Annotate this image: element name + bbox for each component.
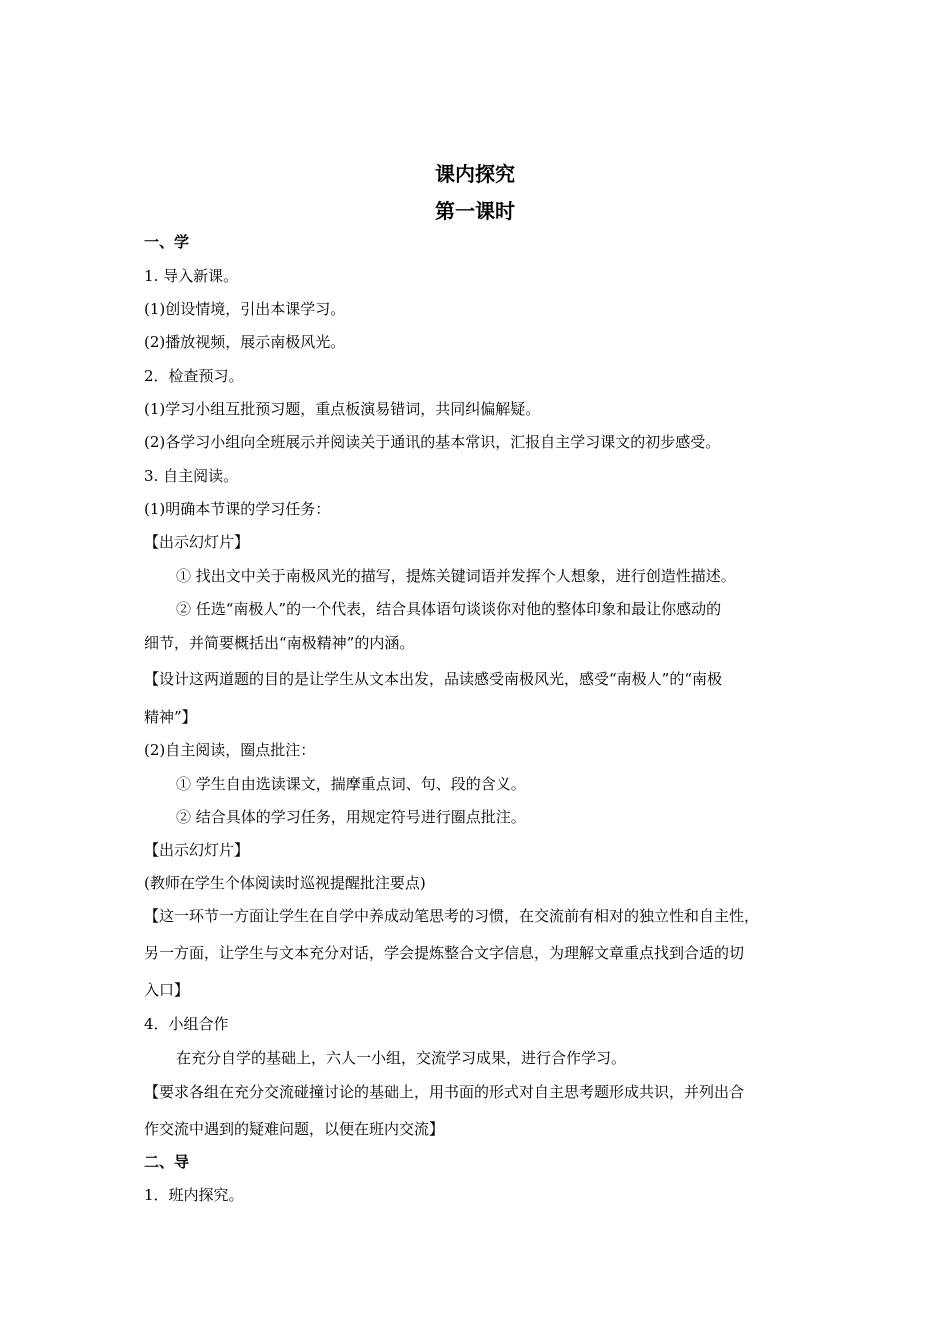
page-title: 课内探究 xyxy=(435,162,515,186)
text-line: 【设计这两道题的目的是让学生从文本出发，品读感受南极风光，感受“南极人”的“南极 xyxy=(144,670,723,688)
text-line: 3. 自主阅读。 xyxy=(144,467,239,485)
page-subtitle: 第一课时 xyxy=(435,199,515,223)
text-line: 【这一环节一方面让学生在自学中养成动笔思考的习惯，在交流前有相对的独立性和自主性， xyxy=(144,907,760,925)
text-line: 在充分自学的基础上，六人一小组，交流学习成果，进行合作学习。 xyxy=(176,1049,627,1067)
text-line: 细节，并简要概括出“南极精神”的内涵。 xyxy=(144,634,415,652)
text-line: ② 任选“南极人”的一个代表，结合具体语句谈谈你对他的整体印象和最让你感动的 xyxy=(176,600,722,618)
text-line: 1．班内探究。 xyxy=(144,1186,244,1204)
section-heading-learn: 一、学 xyxy=(144,233,190,251)
text-line: 4．小组合作 xyxy=(144,1015,229,1033)
text-line: (2)播放视频，展示南极风光。 xyxy=(144,333,346,351)
text-line: ② 结合具体的学习任务，用规定符号进行圈点批注。 xyxy=(176,808,526,826)
text-line: 【出示幻灯片】 xyxy=(144,841,250,859)
text-line: 【出示幻灯片】 xyxy=(144,533,250,551)
text-line: ① 学生自由选读课文，揣摩重点词、句、段的含义。 xyxy=(176,775,526,793)
text-line: ① 找出文中关于南极风光的描写，提炼关键词语并发挥个人想象，进行创造性描述。 xyxy=(176,567,736,585)
text-line: (1)学习小组互批预习题，重点板演易错词，共同纠偏解疑。 xyxy=(144,400,541,418)
text-line: (2)各学习小组向全班展示并阅读关于通讯的基本常识，汇报自主学习课文的初步感受。 xyxy=(144,433,721,451)
section-heading-guide: 二、导 xyxy=(144,1153,190,1171)
text-line: (2)自主阅读，圈点批注： xyxy=(144,741,316,759)
text-line: 入口】 xyxy=(144,981,190,999)
text-line: (1)创设情境，引出本课学习。 xyxy=(144,300,346,318)
text-line: 另一方面，让学生与文本充分对话，学会提炼整合文字信息，为理解文章重点找到合适的切 xyxy=(144,944,745,962)
text-line: 作交流中遇到的疑难问题，以便在班内交流】 xyxy=(144,1120,445,1138)
text-line: 1. 导入新课。 xyxy=(144,267,239,285)
text-line: (1)明确本节课的学习任务： xyxy=(144,500,331,518)
text-line: 【要求各组在充分交流碰撞讨论的基础上，用书面的形式对自主思考题形成共识，并列出合 xyxy=(144,1083,745,1101)
text-line: (教师在学生个体阅读时巡视提醒批注要点) xyxy=(144,874,426,892)
text-line: 精神”】 xyxy=(144,708,197,726)
text-line: 2．检查预习。 xyxy=(144,367,244,385)
